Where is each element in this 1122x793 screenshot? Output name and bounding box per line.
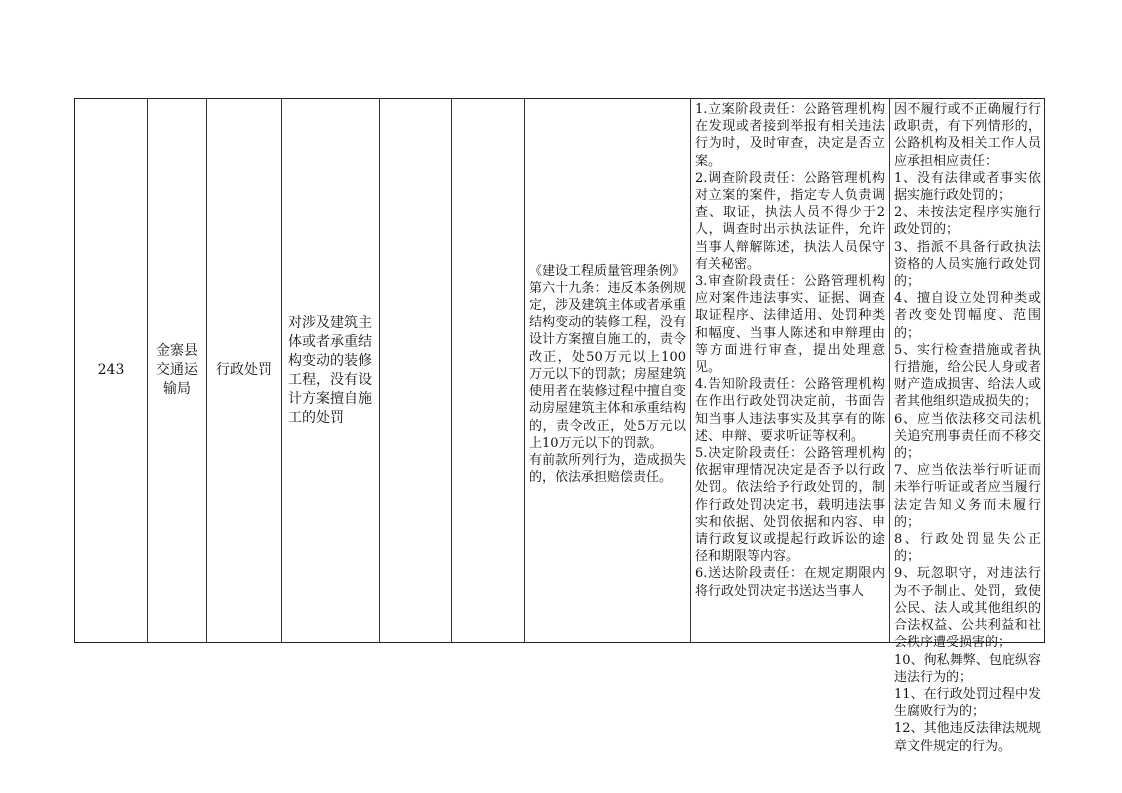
power-type: 行政处罚 — [216, 362, 272, 378]
responsibility-text: 1.立案阶段责任：公路管理机构在发现或者接到举报有相关违法行为时，及时审查，决定是否立案。 2.调查阶段责任：公路管理机构对立案的案件，指定专人负责调查、取证，执法人员不得少于2人，调查时出示执法证件，允许当事人辩解陈述，执法人员保守有关秘密。 3.审查阶段责任：公路管理机构应对案件违法事实、证据、调查取证程序、法律适用、处罚种类和幅度、当事人陈述和申辩理由等方面进行审查，提出处理意见。 4.告知阶段责任：公路管理机构在作出行政处罚决定前，书面告知当事人违法事实及其享有的陈述、申辩、要求听证等权利。 5.决定阶段责任：公路管理机构依据审理情况决定是否予以行政处罚。依法给予行政处罚的，制作行政处罚决定书，载明违法事实和依据、处罚依据和内容、申请行政复议或提起行政诉讼的途径和期限等内容。 6.送达阶段责任：在规定期限内将行政处罚决定书送达当事人 — [695, 102, 885, 599]
power-item-cell — [281, 99, 379, 642]
power-item: 对涉及建筑主体或者承重结构变动的装修工程，没有设计方案擅自施工的处罚 — [288, 314, 372, 426]
responsibility-cell — [690, 99, 889, 642]
legal-basis-cell — [524, 99, 690, 642]
power-type-cell — [206, 99, 281, 642]
sub-item-cell — [379, 99, 451, 642]
accountability-text: 因不履行或不正确履行行政职责，有下列情形的，公路机构及相关工作人员应承担相应责任： 1、没有法律或者事实依据实施行政处罚的； 2、未按法定程序实施行政处罚的； 3、指派不具备行政执法资格的人员实施行政处罚的； 4、擅自设立处罚种类或者改变处罚幅度、范围的； 5、实行检查措施或者执行措施，给公民人身或者财产造成损害、给法人或者其他组织造成损失的； 6、应当依法移交司法机关追究刑事责任而不移交的； 7、应当依法举行听证而未举行听证或者应当履行法定告知义务而未履行的； 8、行政处罚显失公正的； 9、玩忽职守，对违法行为不予制止、处罚，致使公民、法人或其他组织的合法权益、公共利益和社会秩序遭受损害的； 10、徇私舞弊、包庇纵容违法行为的； 11、在行政处罚过程中发生腐败行为的； 12、其他违反法律法规规章文件规定的行为。 — [894, 102, 1041, 754]
department: 金寨县交通运输局 — [156, 343, 198, 397]
catalog-table — [74, 98, 1045, 754]
accountability-cell — [889, 99, 1044, 754]
legal-basis: 《建设工程质量管理条例》 第六十九条：违反本条例规定，涉及建筑主体或者承重结构变动的装修工程，没有设计方案擅自施工的，责令改正，处50万元以上100万元以下的罚款；房屋建筑使用者在装修过程中擅自变动房屋建筑主体和承重结构的，责令改正，处5万元以上10万元以下的罚款。 有前款所列行为，造成损失的，依法承担赔偿责任。 — [529, 263, 686, 486]
department-cell — [147, 99, 206, 642]
blank-cell — [451, 99, 524, 642]
row-number: 243 — [97, 362, 125, 378]
row-number-cell — [75, 99, 147, 642]
